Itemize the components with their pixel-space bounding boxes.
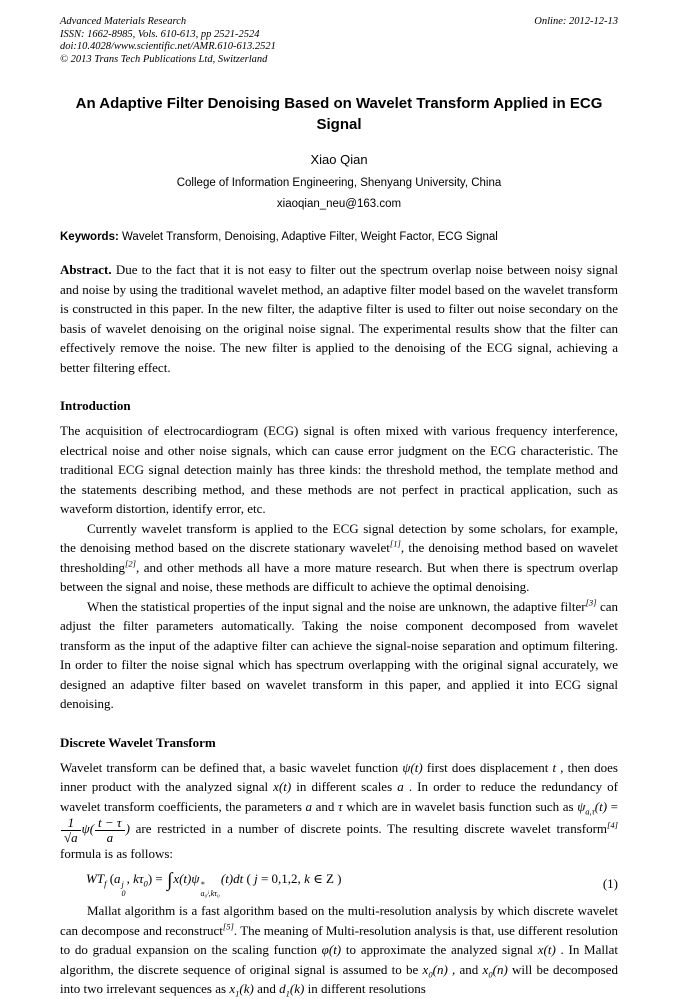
journal-header xyxy=(60,16,618,66)
equation-number: (1) xyxy=(602,875,618,891)
section-heading-discrete-wavelet-transform: Discrete Wavelet Transform xyxy=(60,734,216,750)
abstract-label: Abstract. xyxy=(60,262,112,277)
paper-title: An Adaptive Filter Denoising Based on Wavelet Transform Applied in ECG Signal xyxy=(75,95,603,133)
paragraph: When the statistical properties of the input signal and the noise are unknown, the adaptive filter[3] can adjust the filter parameters automatically. Taking the noise component decomposed from wavelet transform as the input of the adaptive filter can achieve the signal-noise separation and optimum filtering. In order to filter the noise signal which has spectrum overlapping with the original signal accurately, we designed an adaptive filter based on wavelet transform in this paper, and applied it into ECG signal denoising. xyxy=(60,597,618,711)
equation-body: $WT_f$ (a j 0 , $k\tau_0) = \int x(t)\psi$ * a₀ʲ,kτ₀ (t)dt ( j = 0,1,2, k ∈ Z ) xyxy=(86,869,342,899)
author-name: Xiao Qian xyxy=(310,152,368,167)
keywords-label: Keywords: xyxy=(60,231,119,243)
keywords-line xyxy=(60,231,618,243)
section-heading-introduction: Introduction xyxy=(60,398,131,413)
keywords-text: Wavelet Transform, Denoising, Adaptive Filter, Weight Factor, ECG Signal xyxy=(118,231,498,243)
journal-name: Advanced Materials Research xyxy=(60,16,187,27)
online-date: Online: 2012-12-13 xyxy=(534,16,618,27)
paragraph: Mallat algorithm is a fast algorithm based on the multi-resolution analysis by which discrete wavelet can decompose and reconstruct[5]. The meaning of Multi-resolution analysis is that, use different resolution to do gradual expansion on the scaling function φ(t) to approximate the analyzed signal x(t) . In Mallat algorithm, the discrete sequence of original signal is assumed to be $x_0(n)$ , and $x_0(n)$ will be decomposed into two irrelevant sequences as $x_1(k)$ and $d_1(k)$ in different resolutions xyxy=(60,903,618,999)
author-affiliation: College of Information Engineering, Shenyang University, China xyxy=(176,177,502,189)
equation-1 xyxy=(60,868,618,899)
journal-copyright-line: © 2013 Trans Tech Publications Ltd, Switzerland xyxy=(60,53,268,65)
abstract-text: Due to the fact that it is not easy to filter out the spectrum overlap noise between noisy signal and noise by using the traditional wavelet method, an adaptive filter model based on the wavelet transform is constructed in this paper. In the new filter, the adaptive filter is used to filter out noise secondary on the basis of wavelet denoising on the original noise signal. The experimental results show that the filter can effectively remove the noise. The new filter is applied to the denoising of the ECG signal, achieving a better filtering effect. xyxy=(60,262,618,375)
paragraph: Currently wavelet transform is applied to the ECG signal detection by some scholars, for example, the denoising method based on the discrete stationary wavelet[1], the denoising method based on wavelet thresholding[2], and other methods all have a more mature research. But when there is spectrum overlap between the signal and noise, these methods are difficult to achieve the optimal denoising. xyxy=(60,520,618,594)
journal-issn-line: ISSN: 1662-8985, Vols. 610-613, pp 2521-2524 xyxy=(60,28,260,40)
author-email: xiaoqian_neu@163.com xyxy=(276,198,402,210)
journal-header-left xyxy=(60,16,276,66)
journal-doi-line: doi:10.4028/www.scientific.net/AMR.610-613.2521 xyxy=(60,41,276,52)
paragraph: The acquisition of electrocardiogram (ECG) signal is often mixed with various frequency interference, electrical noise and other noise signals, which can cause error judgment on the ECG characteristic. The traditional ECG signal detection mainly has three kinds: the threshold method, the template method and the statements describing method, and these methods are not perfect in practical application, such as waveform distortion, identify error, etc. xyxy=(60,423,618,516)
abstract xyxy=(60,260,618,377)
paragraph: Wavelet transform can be defined that, a basic wavelet function ψ(t) first does displacement t , then does inner product with the analyzed signal x(t) in different scales a . In order to reduce the redundancy of wavelet transform coefficients, the parameters a and τ which are in wavelet basis function such as $\psi_{a,\tau}(t)$ = $\frac{1}{√a}$ ψ( $\frac{t - \tau}{a}$ ) are restricted in a number of discrete points. The resulting discrete wavelet transform[4] formula is as follows: xyxy=(60,759,619,862)
